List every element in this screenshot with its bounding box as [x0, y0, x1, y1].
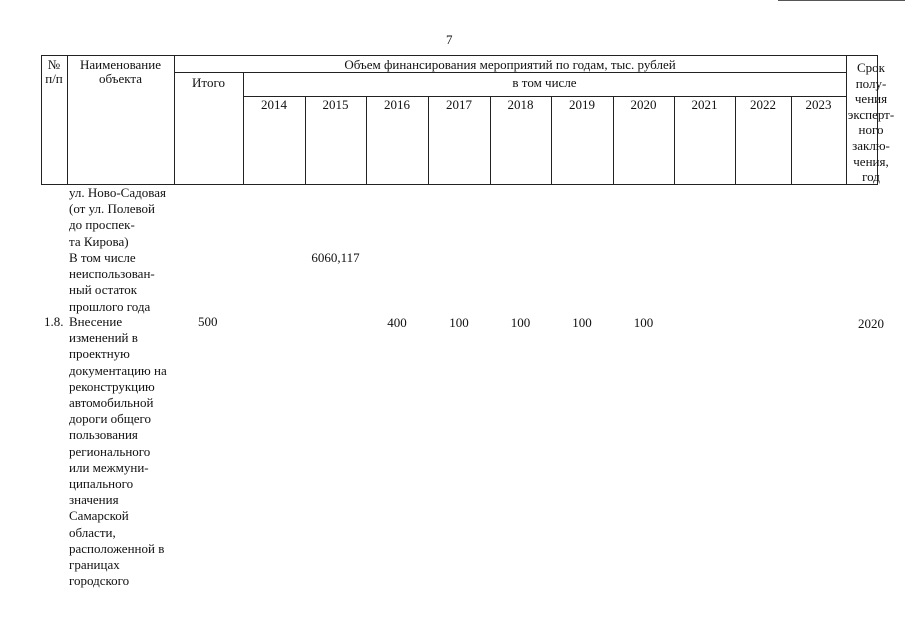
name-label-1: Наименование: [80, 57, 161, 72]
name-line: прошлого года: [69, 298, 151, 314]
funding-label: Объем финансирования мероприятий по годам, тыс. рублей: [344, 57, 676, 72]
name-line: значения: [69, 492, 119, 508]
cell-deadline: 2020: [858, 316, 884, 331]
cell-total: 500: [198, 314, 218, 329]
deadline-label-line: чения: [854, 91, 888, 107]
name-line: Внесение: [69, 314, 123, 329]
name-line: до проспек-: [69, 217, 135, 233]
deadline-label-line: заклю-: [852, 137, 890, 153]
year-2016: 2016: [384, 97, 410, 112]
cell-2019: 100: [572, 315, 592, 330]
year-2017: 2017: [446, 97, 472, 112]
year-2014: 2014: [261, 97, 287, 112]
page-number: 7: [446, 32, 453, 47]
name-line: городского: [69, 573, 130, 589]
name-line: области,: [69, 524, 116, 540]
name-line: та Кирова): [69, 233, 129, 249]
year-2015: 2015: [322, 97, 349, 112]
name-line: изменений в: [69, 330, 138, 346]
name-line: или межмуни-: [69, 459, 149, 475]
deadline-label: [846, 60, 896, 185]
cell-2018: 100: [510, 315, 531, 330]
deadline-label-line: Срок: [857, 60, 885, 75]
row-number: 1.8.: [44, 314, 64, 329]
name-line: ул. Ново-Садовая: [69, 185, 166, 200]
table-row: [69, 250, 155, 315]
table-row: [69, 314, 167, 589]
total-label: Итого: [192, 75, 225, 90]
name-line: дороги общего: [69, 411, 152, 427]
num-label-1: №: [47, 57, 61, 72]
name-line: автомобильной: [69, 395, 154, 411]
name-label-2: объекта: [98, 71, 143, 86]
name-line: документацию на: [69, 362, 167, 378]
name-line: (от ул. Полевой: [69, 201, 155, 217]
name-line: ный остаток: [69, 282, 138, 298]
name-line: проектную: [69, 346, 130, 362]
year-2021: 2021: [691, 97, 718, 112]
deadline-label-line: эксперт-: [847, 106, 895, 122]
including-label: в том числе: [512, 75, 577, 90]
name-line: неиспользован-: [69, 266, 155, 282]
year-2019: 2019: [569, 97, 595, 112]
year-2023: 2023: [805, 97, 832, 112]
year-2020: 2020: [630, 97, 657, 112]
name-line: границах: [69, 557, 120, 573]
table-row: [69, 185, 166, 250]
name-line: пользования: [69, 427, 138, 443]
top-rule: [778, 0, 905, 1]
year-2018: 2018: [507, 97, 534, 112]
cell-2017: 100: [449, 315, 469, 330]
name-line: регионального: [69, 443, 151, 459]
deadline-label-line: ного: [858, 122, 884, 138]
cell-2020: 100: [633, 315, 654, 330]
deadline-label-line: чения,: [853, 153, 889, 169]
name-line: Самарской: [69, 508, 129, 524]
deadline-label-line: год: [862, 169, 880, 185]
cell-2016: 400: [387, 315, 407, 330]
deadline-label-line: полу-: [855, 75, 887, 91]
name-line: реконструкцию: [69, 378, 155, 394]
name-line: В том числе: [69, 250, 136, 265]
cell-2015: 6060,117: [311, 250, 360, 265]
name-line: расположенной в: [69, 540, 165, 556]
name-line: ципального: [69, 476, 134, 492]
num-label-2: п/п: [45, 71, 63, 86]
year-2022: 2022: [750, 97, 776, 112]
